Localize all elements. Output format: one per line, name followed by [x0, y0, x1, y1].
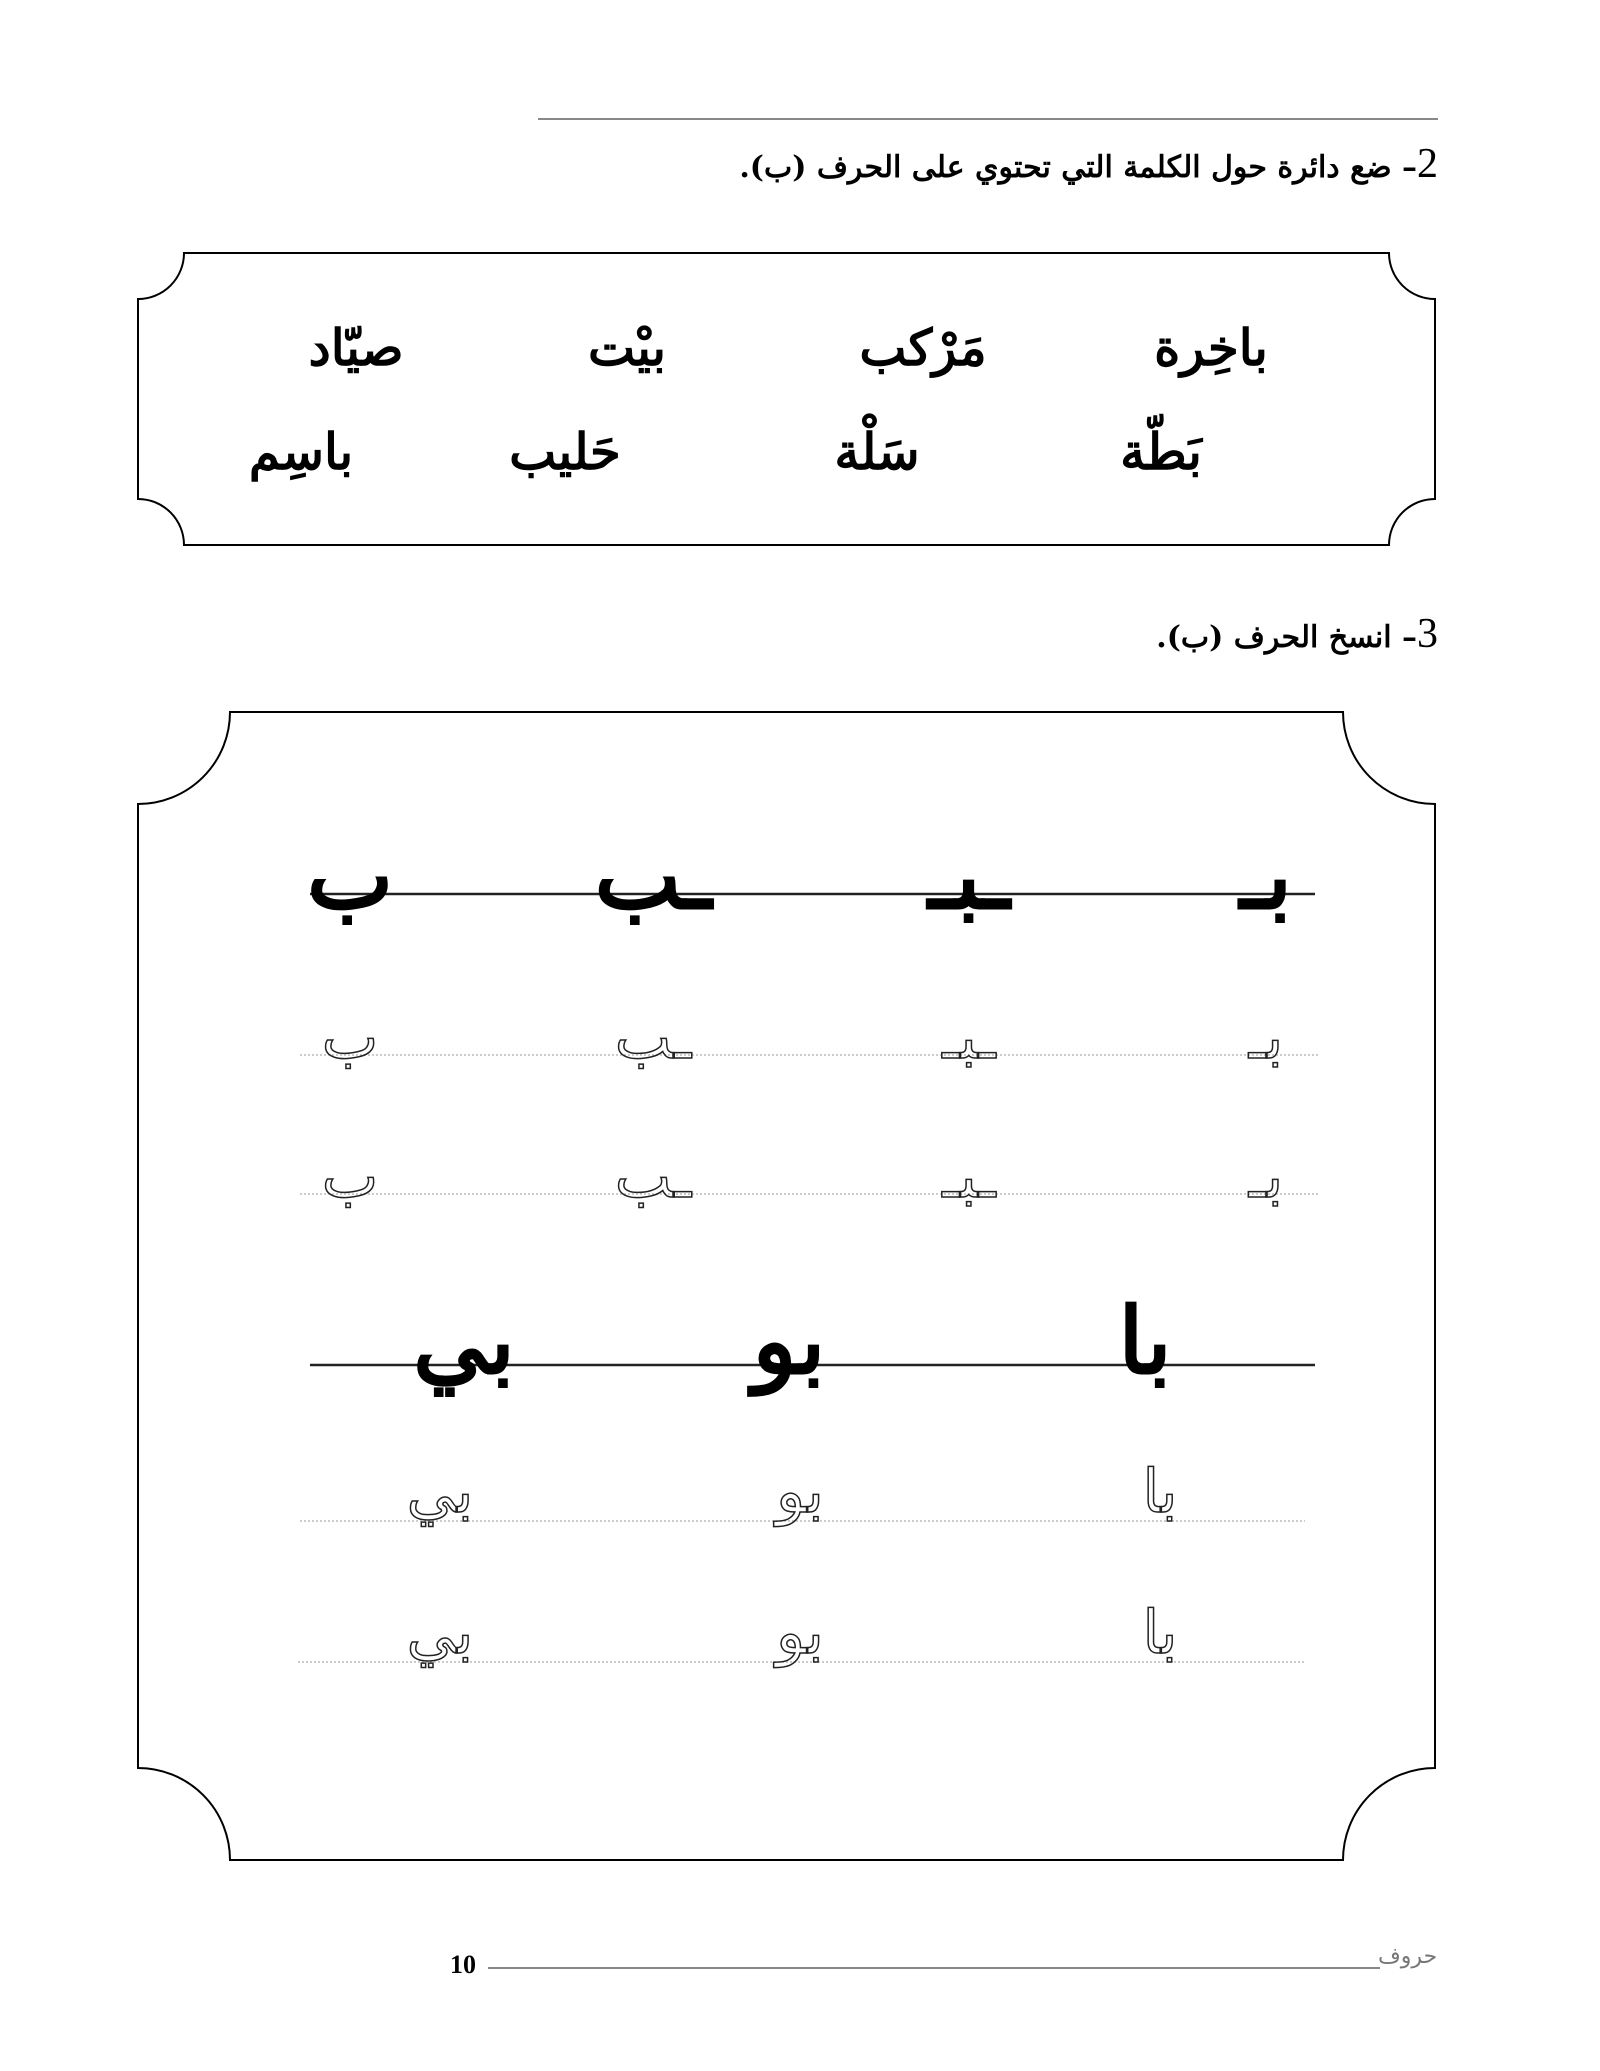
letter-form: ـبـ [928, 822, 1010, 930]
trace-syllable[interactable]: بو [776, 1457, 824, 1527]
word-item[interactable]: مَرْكب [859, 318, 987, 377]
word-item[interactable]: بيْت [587, 318, 667, 377]
word-item[interactable]: صيّاد [308, 318, 404, 377]
exercise-number: 3 [1417, 611, 1438, 657]
exercise-instruction: – انسخ الحرف (ب). [1156, 620, 1417, 655]
letter-form: ـب [594, 822, 712, 930]
trace-syllable[interactable]: با [1142, 1598, 1178, 1668]
words-box [138, 253, 1435, 545]
exercise-2-heading [739, 140, 1438, 188]
exercise-number: 2 [1417, 141, 1438, 187]
word-item[interactable]: بَطّة [1120, 422, 1202, 481]
exercise-3-heading [1156, 610, 1438, 658]
trace-syllable[interactable]: بي [406, 1457, 474, 1527]
trace-letter[interactable]: ـب [614, 1003, 692, 1073]
trace-letter[interactable]: بـ [1248, 1003, 1284, 1073]
trace-letter[interactable]: ـبـ [942, 1142, 996, 1212]
trace-letter[interactable]: ـبـ [942, 1003, 996, 1073]
word-item[interactable]: سَلْة [834, 422, 920, 481]
word-item[interactable]: باخِرة [1154, 318, 1268, 377]
trace-letter[interactable]: ـب [614, 1142, 692, 1212]
page-number: 10 [450, 1950, 476, 1979]
exercise-instruction: – ضع دائرة حول الكلمة التي تحتوي على الحرف (ب). [739, 150, 1417, 185]
trace-letter[interactable]: ب [321, 1142, 379, 1212]
word-item[interactable]: باسِم [248, 422, 354, 481]
trace-letter[interactable]: بـ [1248, 1142, 1284, 1212]
syllable: بي [412, 1287, 516, 1395]
syllable: بو [752, 1287, 826, 1395]
trace-syllable[interactable]: بو [776, 1598, 824, 1668]
trace-letter[interactable]: ب [321, 1003, 379, 1073]
trace-syllable[interactable]: بي [406, 1598, 474, 1668]
word-item[interactable]: حَليب [509, 422, 621, 481]
letter-form: ب [306, 822, 394, 930]
trace-syllable[interactable]: با [1142, 1457, 1178, 1527]
letter-form: بـ [1239, 822, 1293, 930]
book-title: حروف [1378, 1944, 1438, 1969]
syllable: با [1118, 1287, 1172, 1395]
